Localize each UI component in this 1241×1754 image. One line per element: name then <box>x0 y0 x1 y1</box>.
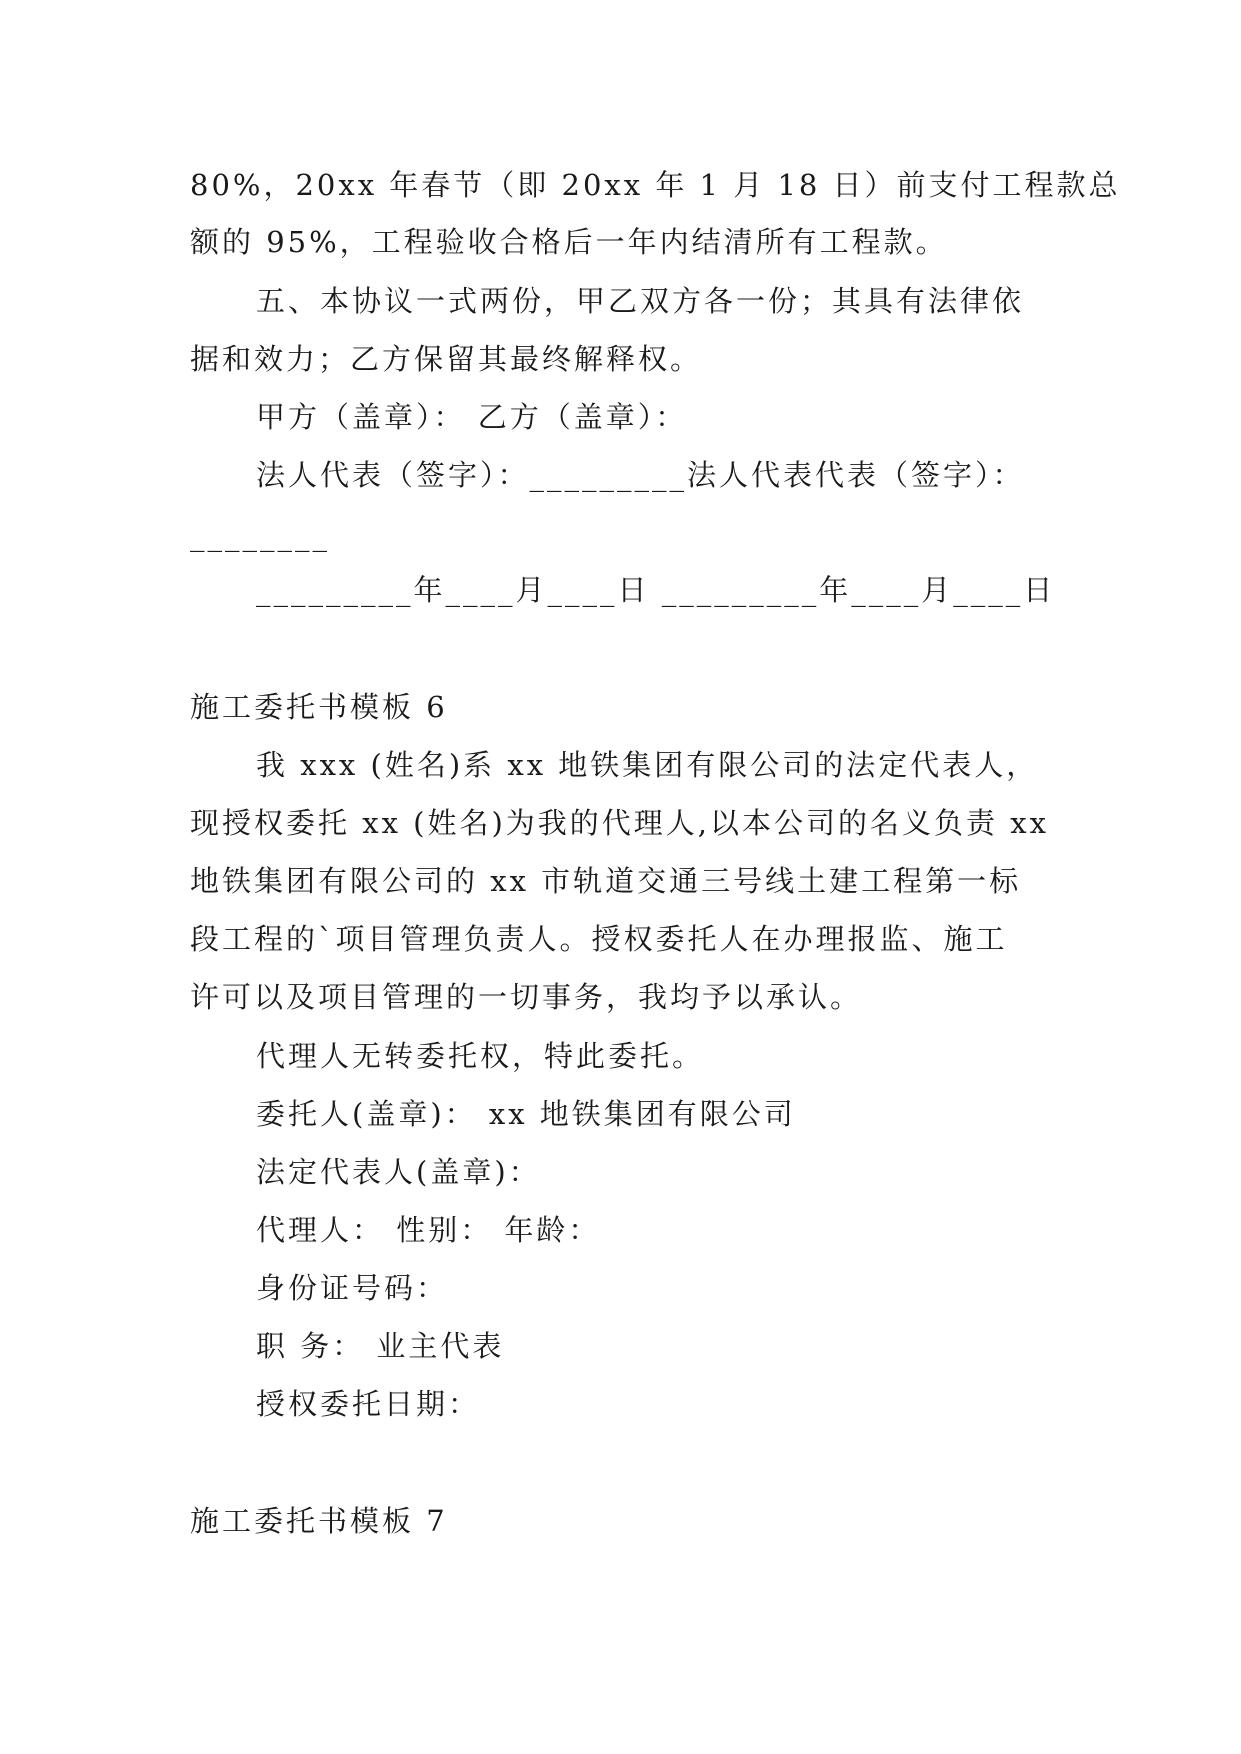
position-line: 职 务： 业主代表 <box>256 1329 505 1363</box>
agent-info-line: 代理人： 性别： 年龄： <box>256 1213 601 1247</box>
authorization-paragraph-line-3: 地铁集团有限公司的 xx 市轨道交通三号线土建工程第一标 <box>190 864 1022 898</box>
party-seal-line: 甲方（盖章）： 乙方（盖章）： <box>256 400 688 434</box>
section-heading-template-7: 施工委托书模板 7 <box>190 1504 448 1538</box>
date-blanks-line: _________年____月____日 _________年____月____日 <box>256 573 1056 607</box>
legal-rep-signature-line: 法人代表（签字）：_________法人代表代表（签字）： <box>256 458 1025 492</box>
no-sub-delegation-line: 代理人无转委托权，特此委托。 <box>256 1039 705 1073</box>
authorization-date-line: 授权委托日期： <box>256 1387 481 1421</box>
signature-blank-continuation: ________ <box>190 518 330 552</box>
payment-terms-line-1: 80%，20xx 年春节（即 20xx 年 1 月 18 日）前支付工程款总 <box>190 168 1121 202</box>
authorization-paragraph-line-2: 现授权委托 xx (姓名)为我的代理人,以本公司的名义负责 xx <box>190 806 1049 840</box>
clause-five-line-1: 五、本协议一式两份，甲乙双方各一份；其具有法律依 <box>256 284 1025 318</box>
payment-terms-line-2: 额的 95%，工程验收合格后一年内结清所有工程款。 <box>190 225 948 259</box>
authorization-paragraph-line-4: 段工程的`项目管理负责人。授权委托人在办理报监、施工 <box>190 922 1008 956</box>
section-heading-template-6: 施工委托书模板 6 <box>190 690 448 724</box>
principal-seal-line: 委托人(盖章)： xx 地铁集团有限公司 <box>256 1097 796 1131</box>
authorization-paragraph-line-5: 许可以及项目管理的一切事务，我均予以承认。 <box>190 980 863 1014</box>
id-number-line: 身份证号码： <box>256 1271 449 1305</box>
legal-representative-seal-line: 法定代表人(盖章)： <box>256 1155 541 1189</box>
clause-five-line-2: 据和效力；乙方保留其最终解释权。 <box>190 342 703 376</box>
authorization-paragraph-line-1: 我 xxx (姓名)系 xx 地铁集团有限公司的法定代表人， <box>256 748 1039 782</box>
